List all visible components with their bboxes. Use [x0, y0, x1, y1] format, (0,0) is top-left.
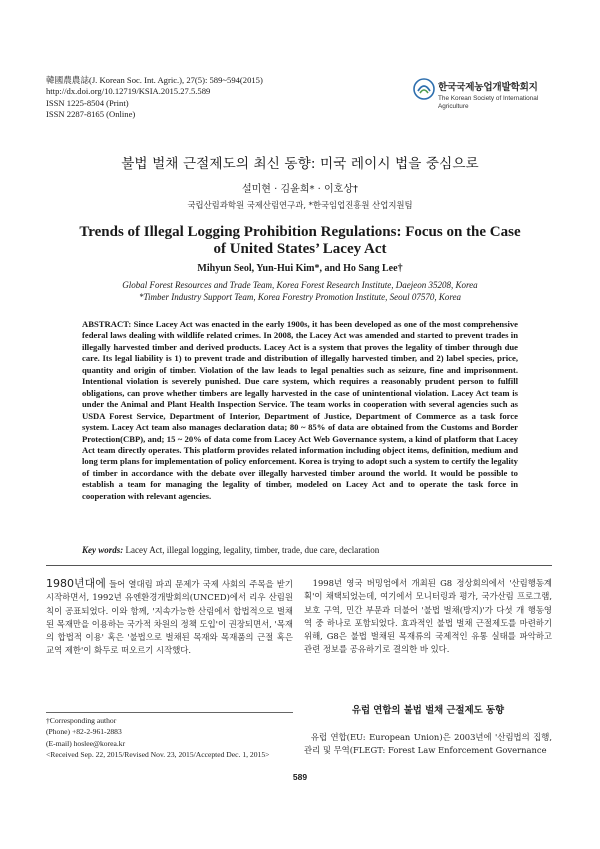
body-right-column-continued: [304, 731, 552, 758]
page-number: 589: [292, 772, 308, 782]
affiliation-english: [0, 279, 600, 303]
keywords: [82, 545, 522, 555]
footnote: [46, 715, 306, 761]
abstract-text: ABSTRACT: Since Lacey Act was enacted in the early 1900s, it has been developed as one of the most comprehensive federal laws dealing with wildlife related crimes. In 2008, the Lacey Act was amended and started to prevent trades in illegally harvested timber and derived products. Lacey Act is a system that proves the legality of timber through due care. Its legal liability is 1) to prevent trade and distribution of illegally harvested timber, and 2) label species, price, quantity and origin of timber. Violation of the law leads to legal penalties such as seizure, fine and imprisonment. Intentional violation is severely punished. Due care system, which requires a reasonably prudent person to fulfill obligations, can prove whether timbers are legally harvested in the case of unintentional violation. Lacey Act team is under the Animal and Plant Health Inspection Service. The team works in cooperation with several agencies such as USDA Forest Service, Department of Interior, Department of Justice, Department of Commerce as a task force system. Lacey Act team also manages declaration data; 80 ~ 85% of data are obtained from the Customs and Border Protection(CBP), and; 15 ~ 20% of data come from Lacey Act Web Governance system, a kind of platform that Lacey Act team directly operates. This platform provides related information including object items, definition, medium and long term plans for implementation of policy enforcement. Korea is trying to adopt such a system to certify the legality of timber in accordance with the debate over illegally harvested timber around the world. It would be possible to establish a team for managing the legality of timber, modeled on Lacey Act and to operate the task force in cooperation with relevant agencies.: [82, 319, 518, 501]
title-english-line2: of United States’ Lacey Act: [213, 241, 387, 257]
keywords-label: Key words:: [82, 545, 124, 555]
affiliation-english-line2: *Timber Industry Support Team, Korea Forestry Promotion Institute, Seoul 07570, Korea: [138, 292, 462, 302]
keywords-text: Lacey Act, illegal logging, legality, timber, trade, due care, declaration: [125, 545, 380, 555]
society-name-kr: 한국국제농업개발학회지: [438, 82, 538, 93]
society-logo-icon: [413, 78, 435, 100]
journal-citation: 韓國農農誌(J. Korean Soc. Int. Agric.), 27(5): 589~594(2015): [46, 75, 263, 85]
footnote-divider: [46, 712, 293, 713]
abstract: [82, 319, 518, 502]
journal-info: [46, 75, 263, 121]
doi-link[interactable]: http://dx.doi.org/10.12719/KSIA.2015.27.5.589: [46, 86, 211, 97]
drop-lead: 1980년대에: [46, 577, 106, 590]
body-left-column: [46, 577, 293, 658]
footnote-corresponding: †Corresponding author: [46, 716, 117, 725]
authors-korean: 설미현 · 김윤희* · 이호상†: [241, 184, 358, 195]
affiliation-korean: 국립산림과학원 국제산림연구과, *한국임업진흥원 산업지원팀: [187, 200, 413, 210]
society-name-en-line2: Agriculture: [438, 103, 469, 110]
title-korean: 불법 벌채 근절제도의 최신 동향: 미국 레이시 법을 중심으로: [121, 156, 479, 172]
footnote-phone: (Phone) +82-2-961-2883: [46, 727, 122, 737]
authors-english: Mihyun Seol, Yun-Hui Kim*, and Ho Sang Lee†: [197, 263, 403, 274]
body-right-text: 1998년 영국 버밍엄에서 개최된 G8 정상회의에서 '산림행동계획'이 채택되었는데, 여기에서 모니터링과 평가, 국가산림 프로그램, 보호 구역, 민간 부문과 더불어 '불법 벌채(방지)'가 다섯 개 행동영역 중 하나로 포함되었다. 효과적인 불법 벌채 근절제도를 마련하기 위해, G8은 불법 벌채된 목재류의 국제적인 유통 실태를 파악하고 관련 정보를 공유하기로 결의한 바 있다.: [304, 578, 553, 655]
footnote-email[interactable]: (E-mail) hoslee@korea.kr: [46, 738, 126, 748]
section-divider: [46, 565, 552, 566]
affiliation-english-line1: Global Forest Resources and Trade Team, Korea Forest Research Institute, Daejeon 35208, Korea: [122, 280, 478, 290]
issn-print: ISSN 1225-8504 (Print): [46, 97, 129, 108]
body-right-column: [304, 577, 552, 657]
body-left-text: 들어 열대림 파괴 문제가 국제 사회의 주목을 받기 시작하면서, 1992년 유엔환경개발회의(UNCED)에서 리우 산림원칙이 공표되었다. 이와 함께, '지속가능한 산림에서 합법적으로 벌채된 목재만을 이용하는 국가적 차원의 정책 도입'이 권장되면서, '목재의 합법적 이용' 혹은 '불법으로 벌채된 목재와 목재품의 근절 혹은 교역 제한'이 화두로 떠오르기 시작했다.: [46, 579, 293, 656]
society-name-en-line1: The Korean Society of International: [438, 95, 539, 102]
body-right2-text: 유럽 연합(EU: European Union)은 2003년에 '산림법의 집행, 관리 및 무역(FLEGT: Forest Law Enforcement Governance: [304, 732, 552, 756]
footnote-dates: <Received Sep. 22, 2015/Revised Nov. 23, 2015/Accepted Dec. 1, 2015>: [46, 750, 270, 760]
section-heading: 유럽 연합의 불법 벌채 근절제도 동향: [351, 705, 505, 716]
title-english: [0, 224, 600, 258]
title-english-line1: Trends of Illegal Logging Prohibition Regulations: Focus on the Case: [79, 224, 521, 240]
issn-online: ISSN 2287-8165 (Online): [46, 109, 136, 120]
